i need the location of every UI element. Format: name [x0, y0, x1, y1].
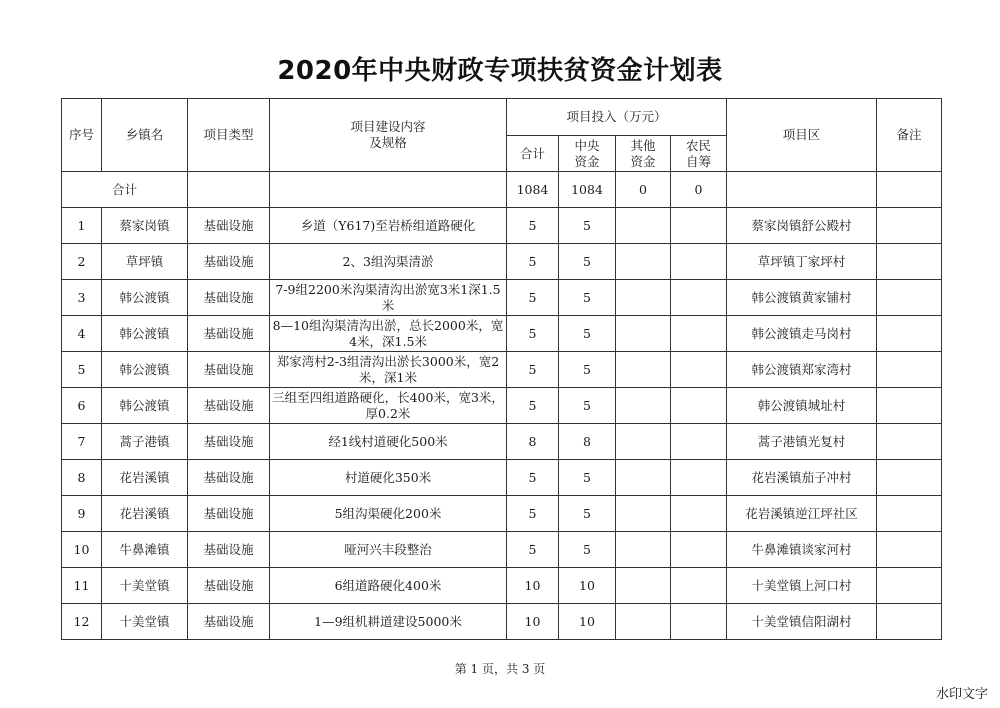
- cell-type: 基础设施: [188, 568, 270, 604]
- cell-seq: 8: [62, 460, 102, 496]
- cell-area: 花岩溪镇逆江坪社区: [727, 496, 877, 532]
- cell-remark: [877, 208, 942, 244]
- cell-other: [616, 460, 671, 496]
- cell-farmer: [671, 280, 727, 316]
- cell-area: 韩公渡镇郑家湾村: [727, 352, 877, 388]
- header-farmer: 农民自筹: [671, 136, 727, 172]
- cell-content: 经1线村道硬化500米: [270, 424, 507, 460]
- cell-farmer: [671, 424, 727, 460]
- cell-total: 5: [507, 532, 559, 568]
- cell-other: [616, 568, 671, 604]
- cell-other: [616, 316, 671, 352]
- cell-area: 韩公渡镇黄家铺村: [727, 280, 877, 316]
- cell-content: 三组至四组道路硬化，长400米，宽3米，厚0.2米: [270, 388, 507, 424]
- cell-central: 5: [559, 316, 616, 352]
- total-sum: 1084: [507, 172, 559, 208]
- cell-farmer: [671, 496, 727, 532]
- cell-remark: [877, 568, 942, 604]
- cell-central: 5: [559, 244, 616, 280]
- table-row: [62, 208, 942, 244]
- cell-remark: [877, 604, 942, 640]
- table-row: [62, 280, 942, 316]
- cell-central: 5: [559, 496, 616, 532]
- cell-town: 韩公渡镇: [102, 280, 188, 316]
- cell-content: 6组道路硬化400米: [270, 568, 507, 604]
- cell-farmer: [671, 604, 727, 640]
- cell-total: 5: [507, 244, 559, 280]
- cell-town: 花岩溪镇: [102, 460, 188, 496]
- table-row: [62, 532, 942, 568]
- table-row: [62, 568, 942, 604]
- cell-content: 1—9组机耕道建设5000米: [270, 604, 507, 640]
- cell-central: 10: [559, 604, 616, 640]
- cell-total: 5: [507, 388, 559, 424]
- cell-total: 5: [507, 460, 559, 496]
- header-total: 合计: [507, 136, 559, 172]
- cell-central: 10: [559, 568, 616, 604]
- cell-town: 十美堂镇: [102, 568, 188, 604]
- cell-other: [616, 424, 671, 460]
- cell-seq: 6: [62, 388, 102, 424]
- cell-type: 基础设施: [188, 424, 270, 460]
- cell-total: 5: [507, 352, 559, 388]
- cell-seq: 11: [62, 568, 102, 604]
- table-row: [62, 424, 942, 460]
- cell-other: [616, 208, 671, 244]
- cell-town: 十美堂镇: [102, 604, 188, 640]
- header-investment: 项目投入（万元）: [507, 99, 727, 136]
- cell-type: 基础设施: [188, 244, 270, 280]
- cell-remark: [877, 352, 942, 388]
- fund-plan-table: [61, 98, 942, 640]
- cell-type: 基础设施: [188, 208, 270, 244]
- cell-central: 8: [559, 424, 616, 460]
- cell-remark: [877, 424, 942, 460]
- cell-central: 5: [559, 280, 616, 316]
- header-other: 其他资金: [616, 136, 671, 172]
- cell-area: 蔡家岗镇舒公殿村: [727, 208, 877, 244]
- cell-content: 8—10组沟渠清沟出淤，总长2000米，宽4米，深1.5米: [270, 316, 507, 352]
- cell-total: 5: [507, 496, 559, 532]
- cell-town: 韩公渡镇: [102, 316, 188, 352]
- cell-remark: [877, 388, 942, 424]
- cell-content: 2、3组沟渠清淤: [270, 244, 507, 280]
- cell-content: 7-9组2200米沟渠清沟出淤宽3米1深1.5米: [270, 280, 507, 316]
- cell-farmer: [671, 244, 727, 280]
- page-title: 2020年中央财政专项扶贫资金计划表: [277, 56, 723, 86]
- header-area: 项目区: [727, 99, 877, 172]
- cell-total: 5: [507, 316, 559, 352]
- cell-seq: 1: [62, 208, 102, 244]
- table-row: [62, 316, 942, 352]
- cell-remark: [877, 280, 942, 316]
- cell-area: 花岩溪镇茄子冲村: [727, 460, 877, 496]
- header-seq: 序号: [62, 99, 102, 172]
- cell-other: [616, 388, 671, 424]
- cell-total: 10: [507, 604, 559, 640]
- cell-central: 5: [559, 532, 616, 568]
- cell-town: 韩公渡镇: [102, 388, 188, 424]
- cell-seq: 3: [62, 280, 102, 316]
- cell-area: 十美堂镇上河口村: [727, 568, 877, 604]
- cell-remark: [877, 316, 942, 352]
- cell-town: 蒿子港镇: [102, 424, 188, 460]
- table-row: [62, 388, 942, 424]
- total-farmer: 0: [671, 172, 727, 208]
- cell-remark: [877, 532, 942, 568]
- cell-area: 韩公渡镇走马岗村: [727, 316, 877, 352]
- total-row: [62, 172, 942, 208]
- cell-area: 韩公渡镇城址村: [727, 388, 877, 424]
- table-row: [62, 460, 942, 496]
- cell-farmer: [671, 568, 727, 604]
- cell-type: 基础设施: [188, 460, 270, 496]
- cell-type: 基础设施: [188, 604, 270, 640]
- total-label: 合计: [62, 172, 188, 208]
- page-footer: 第 1 页，共 3 页: [454, 662, 546, 676]
- cell-total: 5: [507, 280, 559, 316]
- cell-area: 蒿子港镇光复村: [727, 424, 877, 460]
- cell-central: 5: [559, 352, 616, 388]
- cell-central: 5: [559, 388, 616, 424]
- cell-other: [616, 496, 671, 532]
- cell-other: [616, 280, 671, 316]
- cell-area: 十美堂镇信阳湖村: [727, 604, 877, 640]
- cell-seq: 2: [62, 244, 102, 280]
- cell-farmer: [671, 208, 727, 244]
- table-row: [62, 244, 942, 280]
- cell-content: 村道硬化350米: [270, 460, 507, 496]
- table-row: [62, 604, 942, 640]
- cell-other: [616, 604, 671, 640]
- cell-content: 郑家湾村2-3组清沟出淤长3000米，宽2米，深1米: [270, 352, 507, 388]
- cell-town: 韩公渡镇: [102, 352, 188, 388]
- cell-farmer: [671, 532, 727, 568]
- cell-seq: 4: [62, 316, 102, 352]
- cell-central: 5: [559, 208, 616, 244]
- cell-seq: 9: [62, 496, 102, 532]
- cell-content: 5组沟渠硬化200米: [270, 496, 507, 532]
- header-type: 项目类型: [188, 99, 270, 172]
- cell-type: 基础设施: [188, 532, 270, 568]
- header-remark: 备注: [877, 99, 942, 172]
- cell-content: 乡道（Y617)至岩桥组道路硬化: [270, 208, 507, 244]
- table-row: [62, 352, 942, 388]
- cell-remark: [877, 460, 942, 496]
- cell-area: 草坪镇丁家坪村: [727, 244, 877, 280]
- cell-seq: 5: [62, 352, 102, 388]
- cell-seq: 12: [62, 604, 102, 640]
- cell-content: 哑河兴丰段整治: [270, 532, 507, 568]
- cell-town: 花岩溪镇: [102, 496, 188, 532]
- cell-seq: 10: [62, 532, 102, 568]
- total-other: 0: [616, 172, 671, 208]
- cell-town: 蔡家岗镇: [102, 208, 188, 244]
- cell-total: 8: [507, 424, 559, 460]
- cell-area: 牛鼻滩镇谈家河村: [727, 532, 877, 568]
- cell-central: 5: [559, 460, 616, 496]
- cell-remark: [877, 496, 942, 532]
- header-town: 乡镇名: [102, 99, 188, 172]
- cell-town: 草坪镇: [102, 244, 188, 280]
- cell-other: [616, 532, 671, 568]
- cell-town: 牛鼻滩镇: [102, 532, 188, 568]
- cell-other: [616, 244, 671, 280]
- cell-farmer: [671, 352, 727, 388]
- watermark-text: 水印文字: [935, 687, 988, 702]
- cell-farmer: [671, 460, 727, 496]
- cell-total: 5: [507, 208, 559, 244]
- header-content: 项目建设内容及规格: [270, 99, 507, 172]
- cell-farmer: [671, 388, 727, 424]
- header-central: 中央资金: [559, 136, 616, 172]
- cell-type: 基础设施: [188, 316, 270, 352]
- cell-type: 基础设施: [188, 388, 270, 424]
- cell-seq: 7: [62, 424, 102, 460]
- cell-farmer: [671, 316, 727, 352]
- cell-other: [616, 352, 671, 388]
- total-central: 1084: [559, 172, 616, 208]
- table-row: [62, 496, 942, 532]
- cell-remark: [877, 244, 942, 280]
- cell-total: 10: [507, 568, 559, 604]
- cell-type: 基础设施: [188, 496, 270, 532]
- cell-type: 基础设施: [188, 352, 270, 388]
- cell-type: 基础设施: [188, 280, 270, 316]
